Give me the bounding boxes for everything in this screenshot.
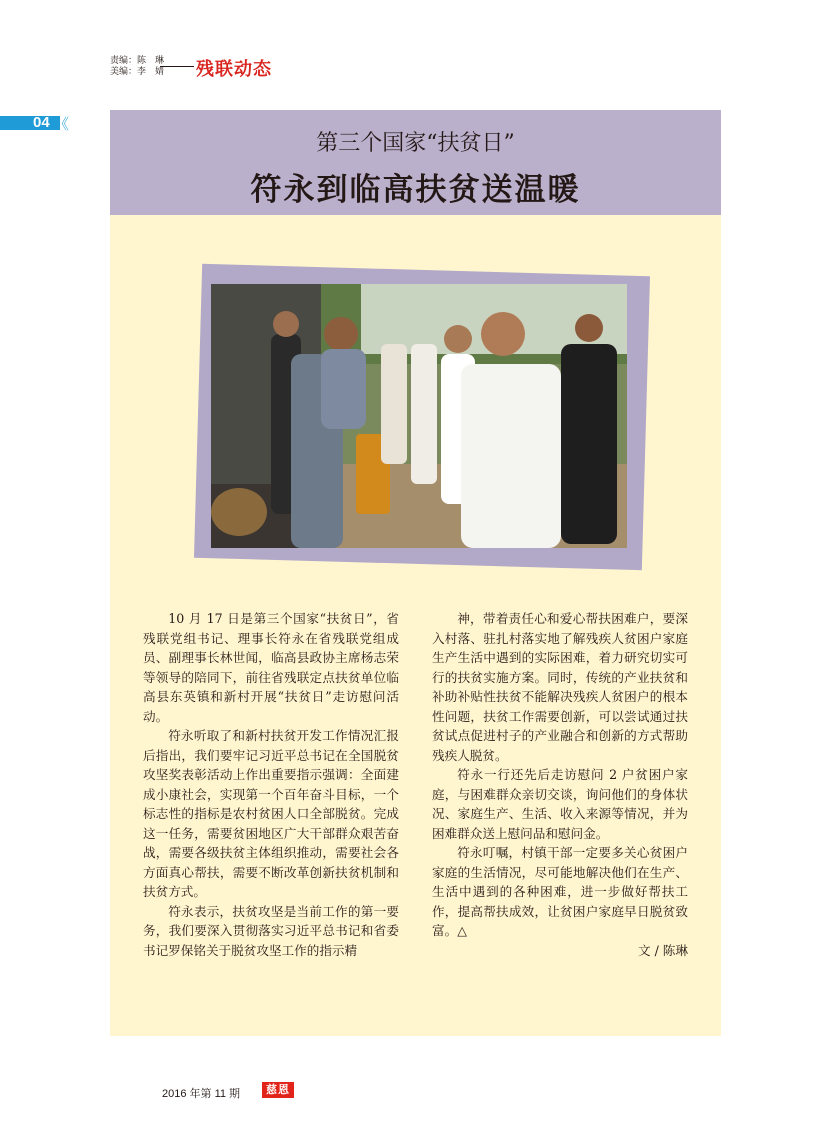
paragraph: 10 月 17 日是第三个国家“扶贫日”，省残联党组书记、理事长符永在省残联党组成员、副理事长林世闻，临高县政协主席杨志荣等领导的陪同下，前往省残联定点扶贫单位临高县东英镇和新村开展“扶贫日”走访慰问活动。	[143, 611, 399, 724]
body-column-left	[143, 609, 399, 960]
paragraph: 符永一行还先后走访慰问 2 户贫困户家庭，与困难群众亲切交谈，询问他们的身体状况、家庭生产、生活、收入来源等情况，并为困难群众送上慰问品和慰问金。	[432, 767, 688, 841]
issue-label: 2016 年第 11 期	[162, 1088, 241, 1100]
editor-credits	[110, 56, 164, 78]
credits-rule	[160, 66, 194, 67]
article-title: 符永到临高扶贫送温暖	[250, 172, 581, 208]
body-column-right	[432, 609, 688, 960]
article-subtitle: 第三个国家“扶贫日”	[316, 131, 515, 156]
article-photo	[211, 284, 627, 548]
paragraph: 神，带着责任心和爱心帮扶困难户，要深入村落、驻扎村落实地了解残疾人贫困户家庭生产生活中遇到的实际困难，着力研究切实可行的扶贫实施方案。同时，传统的产业扶贫和补助补贴性扶贫不能解决残疾人贫困户的根本性问题，扶贫工作需要创新，可以尝试通过扶贫试点促进村子的产业融合和创新的方式帮助残疾人脱贫。	[432, 611, 688, 763]
byline: 文 / 陈琳	[637, 942, 688, 958]
page-number: 04	[33, 114, 50, 131]
paragraph: 符永叮嘱，村镇干部一定要多关心贫困户家庭的生活情况，尽可能地解决他们在生产、生活中遇到的各种困难，进一步做好帮扶工作，提高帮扶成效，让贫困户家庭早日脱贫致富。△	[432, 845, 688, 938]
paragraph: 符永表示，扶贫攻坚是当前工作的第一要务，我们要深入贯彻落实习近平总书记和省委书记罗保铭关于脱贫攻坚工作的指示精	[143, 903, 399, 958]
designer-line: 美编：李 婧	[110, 67, 165, 77]
magazine-logo: 慈恩	[262, 1082, 294, 1098]
section-title: 残联动态	[196, 59, 272, 80]
paragraph: 符永听取了和新村扶贫开发工作情况汇报后指出，我们要牢记习近平总书记在全国脱贫攻坚奖表彰活动上作出重要指示强调：全面建成小康社会，实现第一个百年奋斗目标，一个标志性的指标是农村贫困人口全部脱贫。完成这一任务，需要贫困地区广大干部群众艰苦奋战，需要各级扶贫主体组织推动，需要社会各方面真心帮扶，需要不断改革创新扶贫机制和扶贫方式。	[143, 728, 399, 899]
page-number-bar	[0, 116, 60, 130]
editor-line: 责编：陈 琳	[110, 56, 165, 66]
page-marker-icon: 《	[54, 115, 70, 133]
